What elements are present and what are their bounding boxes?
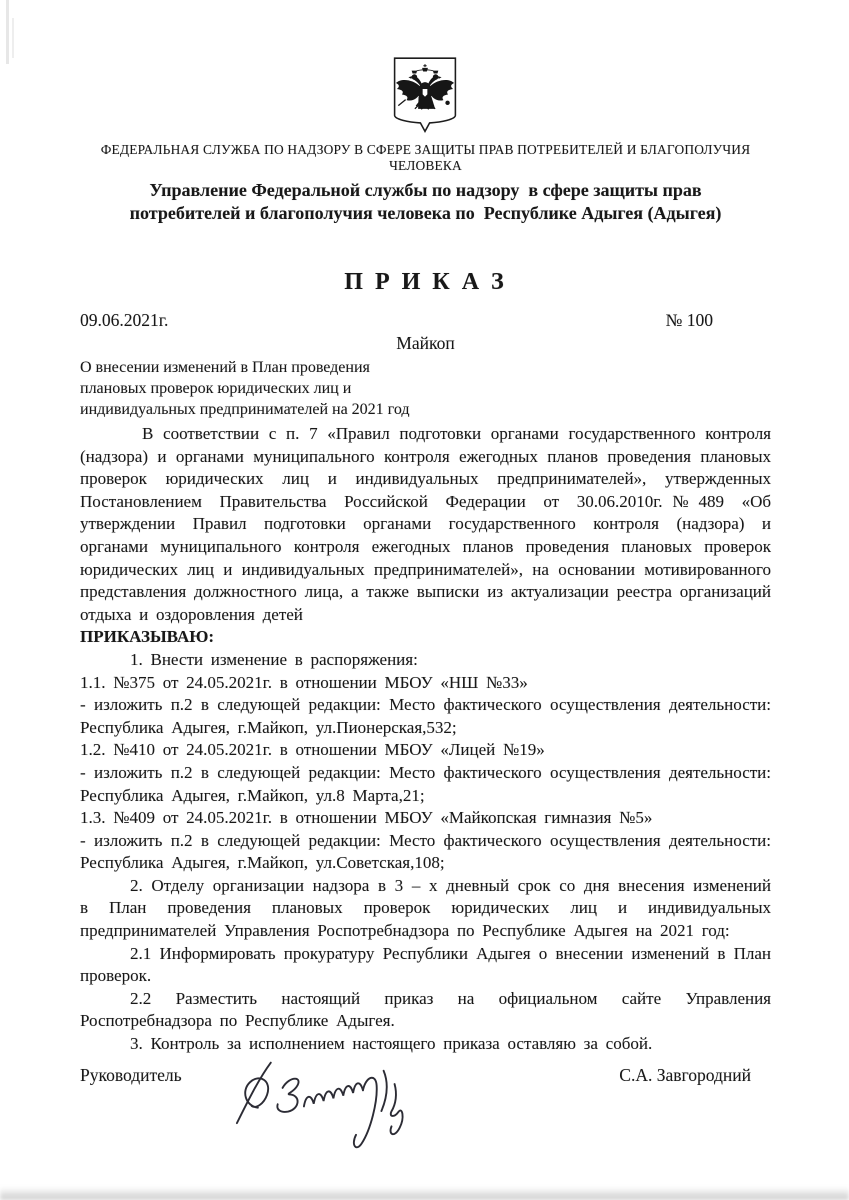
left-scan-artifact [6, 0, 9, 64]
signatory-name: С.А. Завгородний [619, 1064, 751, 1085]
resolve-keyword: ПРИКАЗЫВАЮ: [80, 627, 215, 647]
left-scan-artifact [12, 18, 14, 58]
order-date: 09.06.2021г. [80, 310, 169, 330]
signature-row [80, 1065, 771, 1086]
service-name-line: ЧЕЛОВЕКА [389, 158, 462, 173]
order-item-1-3: 1.3. №409 от 24.05.2021г. в отношении МБОУ «Майкопская гимназия №5» [80, 808, 653, 828]
order-city: Майкоп [396, 333, 455, 353]
order-subject [80, 357, 771, 420]
order-title: П Р И К А З [344, 269, 507, 295]
order-item-1: 1. Внести изменение в распоряжения: [130, 649, 418, 669]
order-body [80, 423, 771, 1056]
org-name-line: потребителей и благополучия человека по Республике Адыгея (Адыгея) [129, 203, 722, 223]
header-emblem-area [0, 0, 849, 135]
order-subject-line: О внесении изменений в План проведения [80, 359, 370, 376]
org-name-line: Управление Федеральной службы по надзору в сфере защиты прав [149, 180, 702, 200]
order-subject-line: плановых проверок юридических лиц и [80, 380, 352, 397]
order-subject-line: индивидуальных предпринимателей на 2021 год [80, 401, 410, 418]
service-name-line: ФЕДЕРАЛЬНАЯ СЛУЖБА ПО НАДЗОРУ В СФЕРЕ ЗАЩИТЫ ПРАВ ПОТРЕБИТЕЛЕЙ И БЛАГОПОЛУЧИЯ [100, 142, 751, 157]
amendment-paragraph: - изложить п.2 в следующей редакции: Место фактического осуществления деятельности: Республика Адыгея, г.Майкоп, ул.8 Марта,21; [80, 762, 771, 805]
org-name [80, 179, 771, 225]
order-item-2-1: 2.1 Информировать прокуратуру Республики Адыгея о внесении изменений в План проверок. [80, 943, 771, 986]
order-item-3: 3. Контроль за исполнением настоящего приказа оставляю за собой. [130, 1034, 653, 1054]
order-number: № 100 [665, 310, 713, 330]
bottom-scan-shadow [0, 1187, 849, 1200]
federal-service-name [80, 142, 771, 174]
preamble-paragraph: В соответствии с п. 7 «Правил подготовки органами государственного контроля (надзора) и органами муниципального контроля ежегодных планов проведения плановых проверок юридических лиц и индивидуальных предпринимателей», утвержденных Постановлением Правительства Российской Федерации от 30.06.2010г.№489 «Об утверждении Правил подготовки органами государственного контроля (надзора) и органами муниципального контроля ежегодных планов проведения плановых проверок юридических лиц и индивидуальных предпринимателей», на основании мотивированного представления должностного лица, а также выписки из актуализации реестра организаций отдыха и оздоровления детей [80, 424, 771, 624]
signature-role: Руководитель [80, 1064, 182, 1085]
amendment-paragraph: - изложить п.2 в следующей редакции: Место фактического осуществления деятельности: Республика Адыгея, г.Майкоп, ул.Советская,108; [80, 830, 771, 873]
order-item-1-1: 1.1. №375 от 24.05.2021г. в отношении МБОУ «НШ №33» [80, 672, 528, 692]
order-item-2-2: 2.2 Разместить настоящий приказ на официальном сайте Управления Роспотребнадзора по Республике Адыгея. [80, 988, 771, 1031]
coat-of-arms-icon [390, 55, 460, 135]
date-number-row [80, 310, 771, 331]
order-item-2: 2. Отделу организации надзора в 3 – х дневный срок со дня внесения изменений в План проведения плановых проверок юридических лиц и индивидуальных предпринимателей Управления Роспотребнадзора по Республике Адыгея на 2021 год: [80, 875, 771, 941]
order-item-1-2: 1.2. №410 от 24.05.2021г. в отношении МБОУ «Лицей №19» [80, 740, 545, 760]
signature-scrawl-icon [228, 1051, 478, 1161]
amendment-paragraph: - изложить п.2 в следующей редакции: Место фактического осуществления деятельности: Республика Адыгея, г.Майкоп, ул.Пионерская,532; [80, 695, 771, 737]
